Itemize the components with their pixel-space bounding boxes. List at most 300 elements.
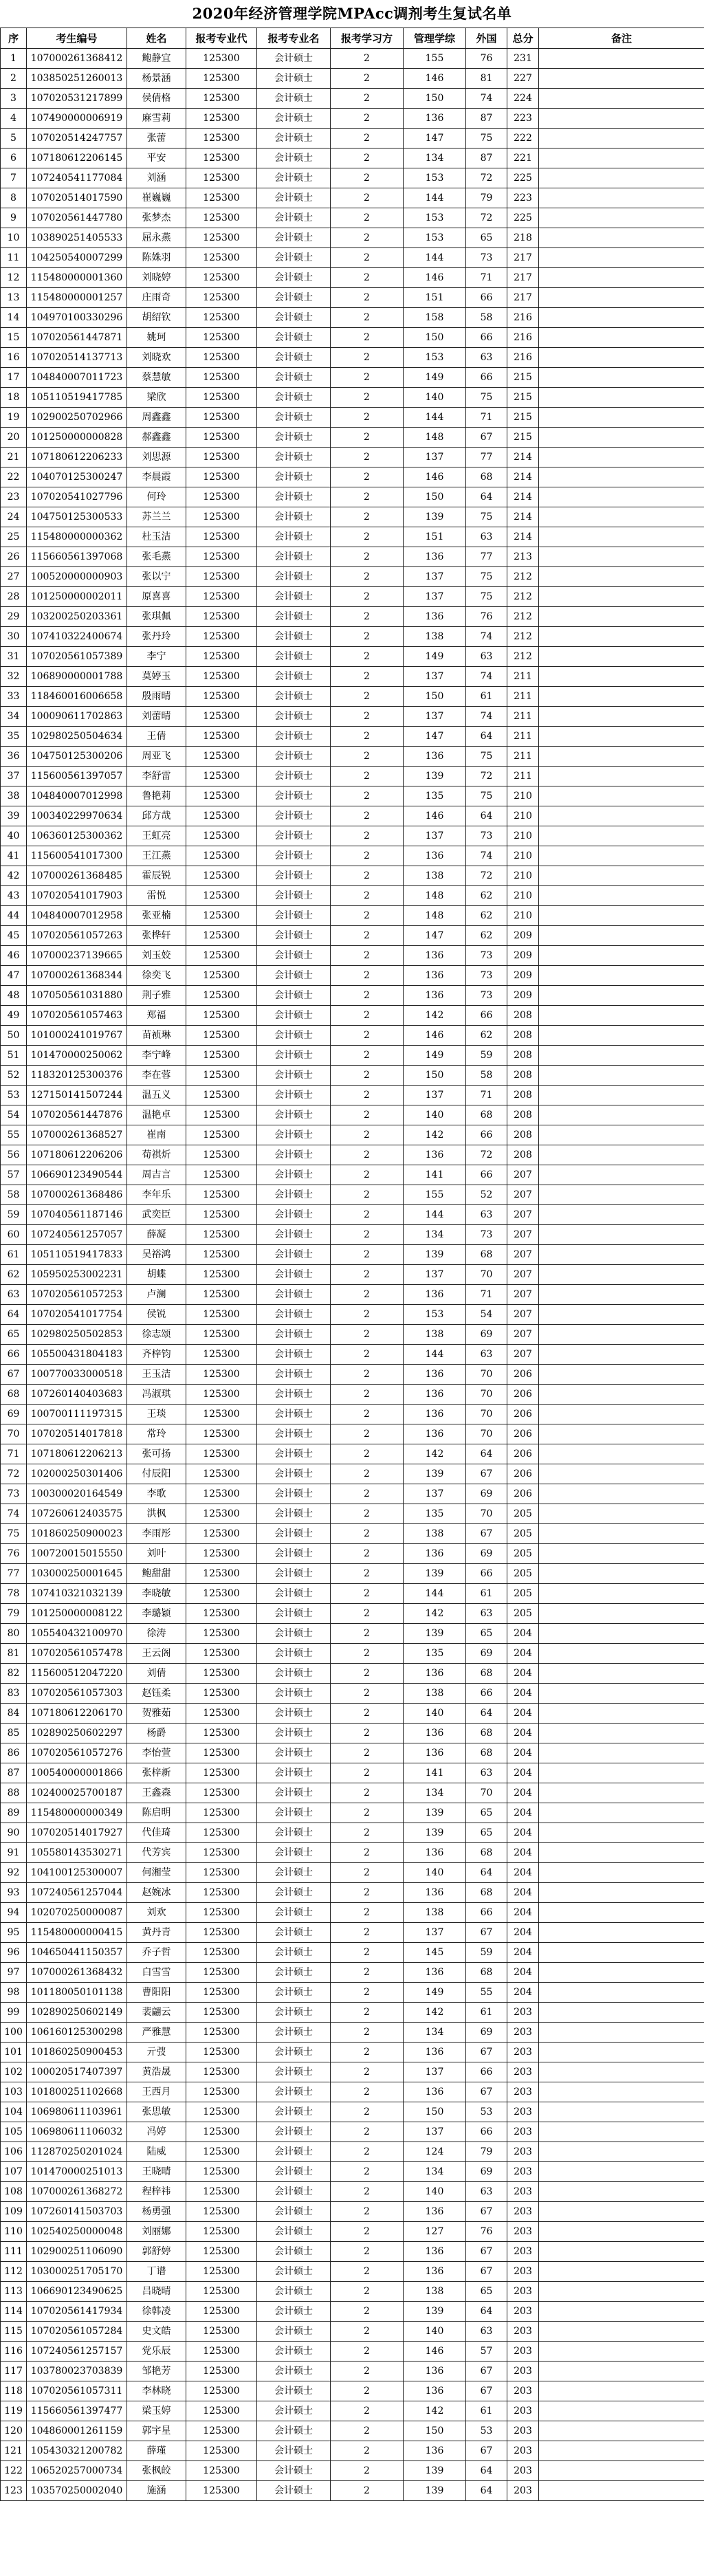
major-code-cell: 125300 [186, 208, 257, 228]
name-cell: 侯锐 [127, 1305, 186, 1325]
foreign-score-cell: 69 [466, 1644, 507, 1664]
major-name-cell: 会计硕士 [257, 2481, 331, 2501]
seq-cell: 77 [1, 1564, 27, 1584]
total-score-cell: 206 [507, 1424, 539, 1444]
study-mode-cell: 2 [331, 1943, 404, 1963]
seq-cell: 97 [1, 1963, 27, 1983]
remarks-cell [539, 1185, 704, 1205]
table-row [1, 328, 704, 348]
management-score-cell: 153 [404, 228, 466, 248]
major-name-cell: 会计硕士 [257, 1604, 331, 1624]
major-name-cell: 会计硕士 [257, 2461, 331, 2481]
name-cell: 冯淑琪 [127, 1385, 186, 1405]
study-mode-cell: 2 [331, 2043, 404, 2062]
major-code-cell: 125300 [186, 2142, 257, 2162]
major-name-cell: 会计硕士 [257, 2222, 331, 2242]
foreign-score-cell: 70 [466, 1504, 507, 1524]
table-row [1, 667, 704, 687]
name-cell: 何玲 [127, 487, 186, 507]
study-mode-cell: 2 [331, 1983, 404, 2003]
remarks-cell [539, 2481, 704, 2501]
seq-cell: 112 [1, 2262, 27, 2282]
study-mode-cell: 2 [331, 786, 404, 806]
foreign-score-cell: 63 [466, 2322, 507, 2342]
total-score-cell: 214 [507, 467, 539, 487]
study-mode-cell: 2 [331, 826, 404, 846]
name-cell: 薛瑾 [127, 2441, 186, 2461]
table-row [1, 2481, 704, 2501]
exam-id-cell: 107020514247757 [27, 129, 127, 148]
seq-cell: 7 [1, 168, 27, 188]
major-code-cell: 125300 [186, 1724, 257, 1743]
study-mode-cell: 2 [331, 687, 404, 707]
foreign-score-cell: 66 [466, 1125, 507, 1145]
remarks-cell [539, 667, 704, 687]
major-name-cell: 会计硕士 [257, 148, 331, 168]
remarks-cell [539, 1385, 704, 1405]
major-name-cell: 会计硕士 [257, 1165, 331, 1185]
table-row [1, 2003, 704, 2023]
seq-cell: 71 [1, 1444, 27, 1464]
seq-cell: 8 [1, 188, 27, 208]
total-score-cell: 210 [507, 886, 539, 906]
seq-cell: 107 [1, 2162, 27, 2182]
name-cell: 代芳宾 [127, 1843, 186, 1863]
header-row [1, 28, 704, 49]
seq-cell: 58 [1, 1185, 27, 1205]
major-code-cell: 125300 [186, 1504, 257, 1524]
remarks-cell [539, 1584, 704, 1604]
study-mode-cell: 2 [331, 1066, 404, 1086]
name-cell: 李年乐 [127, 1185, 186, 1205]
foreign-score-cell: 72 [466, 208, 507, 228]
name-cell: 武奕臣 [127, 1205, 186, 1225]
foreign-score-cell: 77 [466, 448, 507, 467]
management-score-cell: 140 [404, 2182, 466, 2202]
exam-id-cell: 107020561447780 [27, 208, 127, 228]
major-code-cell: 125300 [186, 1644, 257, 1664]
table-row [1, 2461, 704, 2481]
study-mode-cell: 2 [331, 348, 404, 368]
foreign-score-cell: 67 [466, 2082, 507, 2102]
total-score-cell: 206 [507, 1365, 539, 1385]
management-score-cell: 136 [404, 2242, 466, 2262]
table-row [1, 1125, 704, 1145]
major-name-cell: 会计硕士 [257, 129, 331, 148]
major-name-cell: 会计硕士 [257, 2441, 331, 2461]
table-row [1, 1365, 704, 1385]
management-score-cell: 137 [404, 1086, 466, 1105]
page-title: 2020年经济管理学院MPAcc调剂考生复试名单 [192, 5, 512, 22]
exam-id-cell: 101250000000828 [27, 428, 127, 448]
remarks-cell [539, 1564, 704, 1584]
name-cell: 李宁 [127, 647, 186, 667]
major-name-cell: 会计硕士 [257, 1125, 331, 1145]
major-name-cell: 会计硕士 [257, 747, 331, 767]
management-score-cell: 136 [404, 2082, 466, 2102]
total-score-cell: 203 [507, 2222, 539, 2242]
foreign-score-cell: 73 [466, 966, 507, 986]
seq-cell: 3 [1, 89, 27, 109]
management-score-cell: 136 [404, 1365, 466, 1385]
name-cell: 杨景涵 [127, 69, 186, 89]
management-score-cell: 150 [404, 487, 466, 507]
remarks-cell [539, 826, 704, 846]
exam-id-cell: 106690123490625 [27, 2282, 127, 2302]
seq-cell: 29 [1, 607, 27, 627]
management-score-cell: 136 [404, 1544, 466, 1564]
management-score-cell: 138 [404, 627, 466, 647]
study-mode-cell: 2 [331, 866, 404, 886]
foreign-score-cell: 67 [466, 2362, 507, 2381]
study-mode-cell: 2 [331, 188, 404, 208]
remarks-cell [539, 1763, 704, 1783]
major-code-cell: 125300 [186, 2023, 257, 2043]
study-mode-cell: 2 [331, 2322, 404, 2342]
table-row [1, 1724, 704, 1743]
major-code-cell: 125300 [186, 2362, 257, 2381]
foreign-score-cell: 66 [466, 2122, 507, 2142]
major-name-cell: 会计硕士 [257, 667, 331, 687]
study-mode-cell: 2 [331, 547, 404, 567]
major-code-cell: 125300 [186, 966, 257, 986]
remarks-cell [539, 906, 704, 926]
seq-cell: 22 [1, 467, 27, 487]
major-name-cell: 会计硕士 [257, 1066, 331, 1086]
table-row [1, 1644, 704, 1664]
major-name-cell: 会计硕士 [257, 1664, 331, 1684]
name-cell: 李雨彤 [127, 1524, 186, 1544]
total-score-cell: 207 [507, 1185, 539, 1205]
major-name-cell: 会计硕士 [257, 1863, 331, 1883]
major-code-cell: 125300 [186, 2342, 257, 2362]
exam-id-cell: 103850251260013 [27, 69, 127, 89]
management-score-cell: 139 [404, 1823, 466, 1843]
major-name-cell: 会计硕士 [257, 2122, 331, 2142]
table-row [1, 906, 704, 926]
total-score-cell: 210 [507, 806, 539, 826]
table-body [1, 49, 704, 2501]
table-row [1, 886, 704, 906]
total-score-cell: 204 [507, 1743, 539, 1763]
exam-id-cell: 104250540007299 [27, 248, 127, 268]
remarks-cell [539, 1165, 704, 1185]
seq-cell: 56 [1, 1145, 27, 1165]
foreign-score-cell: 58 [466, 1066, 507, 1086]
table-row [1, 1823, 704, 1843]
major-code-cell: 125300 [186, 148, 257, 168]
total-score-cell: 203 [507, 2003, 539, 2023]
table-row [1, 1484, 704, 1504]
exam-id-cell: 106520257000734 [27, 2461, 127, 2481]
total-score-cell: 203 [507, 2342, 539, 2362]
major-name-cell: 会计硕士 [257, 2162, 331, 2182]
name-cell: 梁欣 [127, 388, 186, 408]
exam-id-cell: 107020561057311 [27, 2381, 127, 2401]
exam-id-cell: 107410321032139 [27, 1584, 127, 1604]
major-code-cell: 125300 [186, 1484, 257, 1504]
major-code-cell: 125300 [186, 527, 257, 547]
seq-cell: 88 [1, 1783, 27, 1803]
foreign-score-cell: 61 [466, 1584, 507, 1604]
major-code-cell: 125300 [186, 328, 257, 348]
seq-cell: 72 [1, 1464, 27, 1484]
remarks-cell [539, 926, 704, 946]
study-mode-cell: 2 [331, 1444, 404, 1464]
study-mode-cell: 2 [331, 2342, 404, 2362]
name-cell: 崔南 [127, 1125, 186, 1145]
seq-cell: 110 [1, 2222, 27, 2242]
major-name-cell: 会计硕士 [257, 627, 331, 647]
study-mode-cell: 2 [331, 707, 404, 727]
seq-cell: 13 [1, 288, 27, 308]
remarks-cell [539, 2062, 704, 2082]
major-name-cell: 会计硕士 [257, 2102, 331, 2122]
table-row [1, 1444, 704, 1464]
exam-id-cell: 107180612206213 [27, 1444, 127, 1464]
foreign-score-cell: 67 [466, 1524, 507, 1544]
major-name-cell: 会计硕士 [257, 408, 331, 428]
table-row [1, 1783, 704, 1803]
management-score-cell: 136 [404, 747, 466, 767]
remarks-cell [539, 2242, 704, 2262]
study-mode-cell: 2 [331, 1664, 404, 1684]
major-code-cell: 125300 [186, 846, 257, 866]
foreign-score-cell: 54 [466, 1305, 507, 1325]
foreign-score-cell: 63 [466, 348, 507, 368]
seq-cell: 101 [1, 2043, 27, 2062]
major-name-cell: 会计硕士 [257, 727, 331, 747]
seq-cell: 70 [1, 1424, 27, 1444]
table-row [1, 2023, 704, 2043]
remarks-cell [539, 1026, 704, 1046]
study-mode-cell: 2 [331, 1405, 404, 1424]
table-row [1, 2262, 704, 2282]
seq-cell: 43 [1, 886, 27, 906]
total-score-cell: 204 [507, 1644, 539, 1664]
exam-id-cell: 107180612206170 [27, 1704, 127, 1724]
foreign-score-cell: 74 [466, 846, 507, 866]
foreign-score-cell: 68 [466, 1105, 507, 1125]
header-seq: 序 [1, 28, 27, 49]
remarks-cell [539, 2362, 704, 2381]
foreign-score-cell: 65 [466, 2282, 507, 2302]
total-score-cell: 203 [507, 2142, 539, 2162]
table-row [1, 1763, 704, 1783]
name-cell: 张思敏 [127, 2102, 186, 2122]
remarks-cell [539, 886, 704, 906]
study-mode-cell: 2 [331, 1564, 404, 1584]
major-code-cell: 125300 [186, 129, 257, 148]
total-score-cell: 206 [507, 1385, 539, 1405]
major-code-cell: 125300 [186, 348, 257, 368]
study-mode-cell: 2 [331, 2401, 404, 2421]
major-code-cell: 125300 [186, 2202, 257, 2222]
major-code-cell: 125300 [186, 1225, 257, 1245]
management-score-cell: 140 [404, 1105, 466, 1125]
total-score-cell: 203 [507, 2062, 539, 2082]
major-name-cell: 会计硕士 [257, 348, 331, 368]
management-score-cell: 138 [404, 1325, 466, 1345]
name-cell: 付辰阳 [127, 1464, 186, 1484]
seq-cell: 100 [1, 2023, 27, 2043]
remarks-cell [539, 448, 704, 467]
remarks-cell [539, 288, 704, 308]
name-cell: 刘欢 [127, 1903, 186, 1923]
major-name-cell: 会计硕士 [257, 1424, 331, 1444]
major-code-cell: 125300 [186, 1803, 257, 1823]
major-name-cell: 会计硕士 [257, 547, 331, 567]
name-cell: 李在蓉 [127, 1066, 186, 1086]
major-name-cell: 会计硕士 [257, 906, 331, 926]
remarks-cell [539, 1604, 704, 1624]
total-score-cell: 210 [507, 826, 539, 846]
management-score-cell: 137 [404, 826, 466, 846]
foreign-score-cell: 53 [466, 2421, 507, 2441]
name-cell: 胡绍钦 [127, 308, 186, 328]
study-mode-cell: 2 [331, 1086, 404, 1105]
major-name-cell: 会计硕士 [257, 1923, 331, 1943]
total-score-cell: 204 [507, 1684, 539, 1704]
exam-id-cell: 107410322400674 [27, 627, 127, 647]
major-name-cell: 会计硕士 [257, 1743, 331, 1763]
major-name-cell: 会计硕士 [257, 1963, 331, 1983]
total-score-cell: 216 [507, 308, 539, 328]
foreign-score-cell: 67 [466, 2381, 507, 2401]
table-row [1, 408, 704, 428]
major-code-cell: 125300 [186, 2481, 257, 2501]
table-row [1, 866, 704, 886]
major-code-cell: 125300 [186, 1405, 257, 1424]
management-score-cell: 140 [404, 1863, 466, 1883]
remarks-cell [539, 1524, 704, 1544]
remarks-cell [539, 1484, 704, 1504]
exam-id-cell: 106980611103961 [27, 2102, 127, 2122]
seq-cell: 67 [1, 1365, 27, 1385]
total-score-cell: 218 [507, 228, 539, 248]
study-mode-cell: 2 [331, 1923, 404, 1943]
name-cell: 姚珂 [127, 328, 186, 348]
foreign-score-cell: 66 [466, 1684, 507, 1704]
management-score-cell: 139 [404, 1624, 466, 1644]
management-score-cell: 136 [404, 1424, 466, 1444]
study-mode-cell: 2 [331, 1544, 404, 1564]
study-mode-cell: 2 [331, 2481, 404, 2501]
major-name-cell: 会计硕士 [257, 1385, 331, 1405]
table-row [1, 567, 704, 587]
exam-id-cell: 118320125300376 [27, 1066, 127, 1086]
management-score-cell: 136 [404, 2043, 466, 2062]
major-name-cell: 会计硕士 [257, 109, 331, 129]
name-cell: 亓弢 [127, 2043, 186, 2062]
seq-cell: 91 [1, 1843, 27, 1863]
table-row [1, 1325, 704, 1345]
major-code-cell: 125300 [186, 647, 257, 667]
exam-id-cell: 115480000000362 [27, 527, 127, 547]
major-name-cell: 会计硕士 [257, 1544, 331, 1564]
major-code-cell: 125300 [186, 767, 257, 786]
table-row [1, 2202, 704, 2222]
exam-id-cell: 127150141507244 [27, 1086, 127, 1105]
name-cell: 齐梓钧 [127, 1345, 186, 1365]
table-row [1, 248, 704, 268]
management-score-cell: 146 [404, 1026, 466, 1046]
name-cell: 张琪佩 [127, 607, 186, 627]
management-score-cell: 136 [404, 2381, 466, 2401]
exam-id-cell: 107490000006919 [27, 109, 127, 129]
study-mode-cell: 2 [331, 1185, 404, 1205]
study-mode-cell: 2 [331, 487, 404, 507]
name-cell: 殷雨晴 [127, 687, 186, 707]
name-cell: 赵婉冰 [127, 1883, 186, 1903]
major-name-cell: 会计硕士 [257, 826, 331, 846]
foreign-score-cell: 63 [466, 2182, 507, 2202]
name-cell: 张丹玲 [127, 627, 186, 647]
major-name-cell: 会计硕士 [257, 487, 331, 507]
foreign-score-cell: 87 [466, 109, 507, 129]
major-name-cell: 会计硕士 [257, 1405, 331, 1424]
total-score-cell: 204 [507, 1783, 539, 1803]
major-code-cell: 125300 [186, 69, 257, 89]
seq-cell: 104 [1, 2102, 27, 2122]
management-score-cell: 146 [404, 467, 466, 487]
management-score-cell: 137 [404, 1484, 466, 1504]
major-code-cell: 125300 [186, 1385, 257, 1405]
major-name-cell: 会计硕士 [257, 268, 331, 288]
total-score-cell: 204 [507, 1923, 539, 1943]
name-cell: 李宁峰 [127, 1046, 186, 1066]
foreign-score-cell: 59 [466, 1943, 507, 1963]
major-name-cell: 会计硕士 [257, 567, 331, 587]
exam-id-cell: 107240541177084 [27, 168, 127, 188]
exam-id-cell: 107020561057303 [27, 1684, 127, 1704]
name-cell: 王鑫森 [127, 1783, 186, 1803]
name-cell: 温艳卓 [127, 1105, 186, 1125]
study-mode-cell: 2 [331, 2003, 404, 2023]
exam-id-cell: 107020561057389 [27, 647, 127, 667]
study-mode-cell: 2 [331, 846, 404, 866]
seq-cell: 73 [1, 1484, 27, 1504]
foreign-score-cell: 70 [466, 1385, 507, 1405]
foreign-score-cell: 59 [466, 1046, 507, 1066]
seq-cell: 83 [1, 1684, 27, 1704]
study-mode-cell: 2 [331, 2421, 404, 2441]
seq-cell: 93 [1, 1883, 27, 1903]
table-row [1, 1205, 704, 1225]
table-row [1, 647, 704, 667]
seq-cell: 19 [1, 408, 27, 428]
exam-id-cell: 106690123490544 [27, 1165, 127, 1185]
total-score-cell: 225 [507, 208, 539, 228]
total-score-cell: 208 [507, 1086, 539, 1105]
major-name-cell: 会计硕士 [257, 1983, 331, 2003]
remarks-cell [539, 1544, 704, 1564]
study-mode-cell: 2 [331, 1464, 404, 1484]
major-name-cell: 会计硕士 [257, 707, 331, 727]
remarks-cell [539, 89, 704, 109]
seq-cell: 95 [1, 1923, 27, 1943]
seq-cell: 111 [1, 2242, 27, 2262]
exam-id-cell: 100340229970634 [27, 806, 127, 826]
foreign-score-cell: 68 [466, 1743, 507, 1763]
total-score-cell: 231 [507, 49, 539, 69]
exam-id-cell: 107020514017927 [27, 1823, 127, 1843]
name-cell: 洪枫 [127, 1504, 186, 1524]
study-mode-cell: 2 [331, 647, 404, 667]
major-name-cell: 会计硕士 [257, 1504, 331, 1524]
major-code-cell: 125300 [186, 1185, 257, 1205]
seq-cell: 69 [1, 1405, 27, 1424]
